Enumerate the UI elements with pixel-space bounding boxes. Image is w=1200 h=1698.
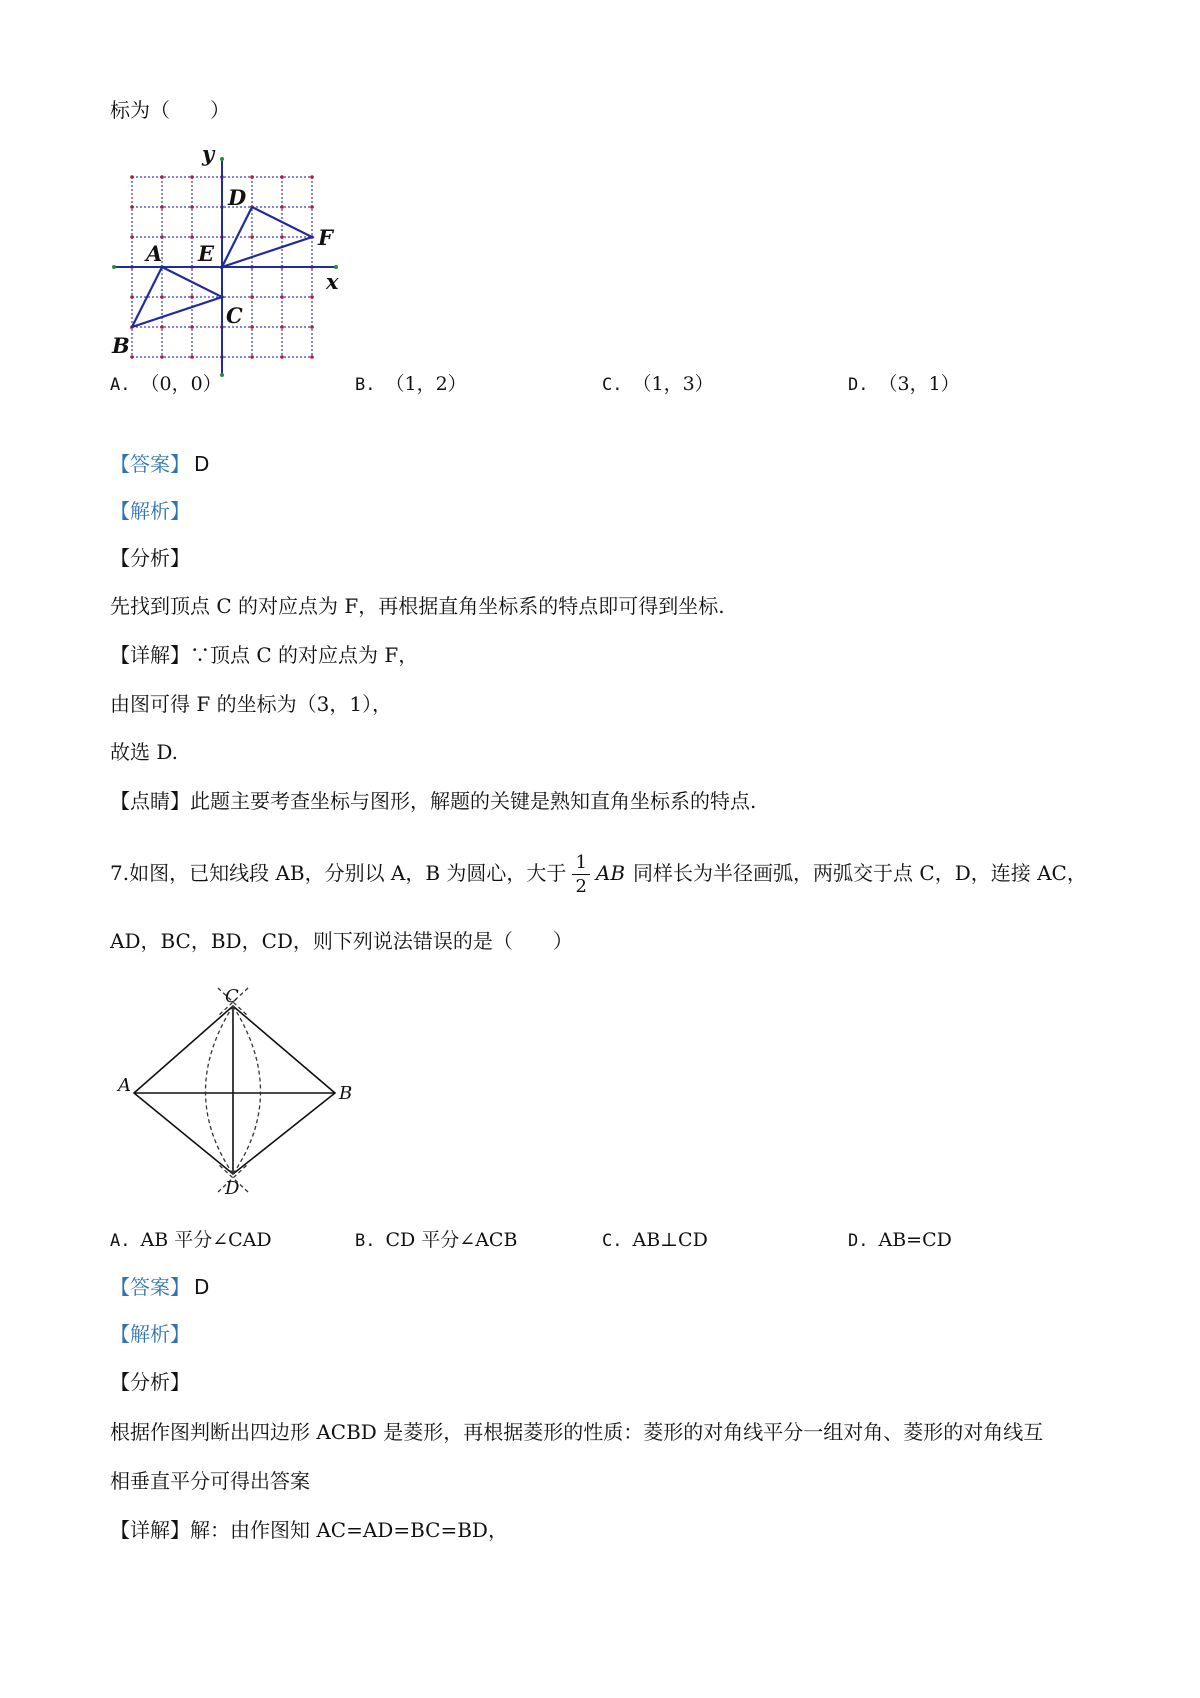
q7-option-a-letter: A. (110, 1231, 131, 1251)
q7-option-b-letter: B. (355, 1231, 376, 1251)
grid-dot (310, 355, 314, 359)
label-b: B (339, 1083, 353, 1104)
q6-option-a-text: （0，0） (140, 373, 222, 395)
label-d: D (228, 185, 247, 210)
q7-option-c[interactable] (602, 1226, 708, 1255)
q6-stem-tail: 标为（ ） (110, 98, 230, 122)
q6-coordinate-figure (100, 130, 339, 358)
q7-answer-line (110, 1273, 209, 1301)
grid-dot (250, 235, 254, 239)
q7-option-c-text: AB⊥CD (632, 1229, 708, 1251)
grid-dot (250, 175, 254, 179)
q6-answer-line (110, 450, 209, 478)
q7-stem-b: 同样长为半径画弧，两弧交于点 C，D，连接 AC， (633, 861, 1087, 885)
grid-dot (130, 295, 134, 299)
q6-answer-tag: 【答案】 (110, 452, 190, 476)
grid-dot (190, 175, 194, 179)
q7-option-d-text: AB=CD (878, 1229, 952, 1251)
q6-option-b[interactable] (355, 370, 467, 399)
grid-dot (280, 235, 284, 239)
grid-dot (160, 235, 164, 239)
grid-dot (190, 205, 194, 209)
q6-fenxi-text: 先找到顶点 C 的对应点为 F，再根据直角坐标系的特点即可得到坐标. (110, 594, 725, 618)
q6-xiangjie-3: 故选 D. (110, 740, 179, 764)
q7-stem-line2: AD，BC，BD，CD，则下列说法错误的是（ ） (110, 929, 573, 953)
grid-dot (190, 325, 194, 329)
label-b: B (112, 333, 130, 358)
q7-stem-a: 7.如图，已知线段 AB，分别以 A，B 为圆心，大于 (110, 861, 567, 885)
q6-xiangjie-tag: 【详解】 (110, 643, 190, 667)
q6-option-d-text: （3，1） (878, 373, 960, 395)
q7-stem-line1 (110, 845, 1087, 901)
q7-rhombus-figure (110, 970, 360, 1200)
label-a: A (146, 241, 163, 266)
grid-dot (190, 355, 194, 359)
grid-dot (310, 175, 314, 179)
grid-dot (280, 355, 284, 359)
grid-dot (250, 355, 254, 359)
q7-fraction (572, 851, 589, 897)
triangle-edf (222, 207, 312, 267)
q7-frac-num: 1 (572, 854, 589, 875)
q7-xiangjie-1: 解：由作图知 AC=AD=BC=BD， (190, 1518, 508, 1542)
axis-x-label: x (326, 269, 339, 294)
q7-fenxi-2: 相垂直平分可得出答案 (110, 1469, 310, 1493)
q7-xiangjie-line (110, 1516, 508, 1544)
q6-option-d-letter: D. (848, 375, 869, 395)
rhombus-acbd (134, 1006, 335, 1174)
grid-dot (130, 235, 134, 239)
label-d: D (225, 1178, 240, 1199)
q6-xiangjie-line (110, 641, 418, 669)
grid-dot (280, 205, 284, 209)
grid-dot (160, 175, 164, 179)
grid-dot (130, 355, 134, 359)
q6-answer-value: D (194, 452, 210, 476)
label-c: C (226, 303, 243, 328)
grid-dot (190, 235, 194, 239)
grid-dot (310, 205, 314, 209)
grid-dot (280, 325, 284, 329)
grid-dot (280, 175, 284, 179)
q6-option-c[interactable] (602, 370, 714, 399)
q7-option-c-letter: C. (602, 1231, 623, 1251)
y-axis-end-dot (220, 157, 224, 161)
q7-xiangjie-tag: 【详解】 (110, 1518, 190, 1542)
grid-dot (130, 175, 134, 179)
q7-option-b[interactable] (355, 1226, 517, 1255)
q6-option-c-text: （1，3） (632, 373, 714, 395)
grid-dot (190, 295, 194, 299)
grid-dot (160, 325, 164, 329)
q7-answer-tag: 【答案】 (110, 1275, 190, 1299)
arc-left (206, 1006, 234, 1174)
q7-fenxi-tag: 【分析】 (110, 1370, 190, 1394)
q6-xiangjie-1: ∵顶点 C 的对应点为 F， (190, 643, 419, 667)
arc-right (233, 1006, 261, 1174)
x-axis-start-dot (112, 265, 116, 269)
axis-y-label: y (202, 141, 215, 166)
grid-dot (160, 355, 164, 359)
q7-frac-den: 2 (575, 875, 587, 897)
q6-fenxi-tag: 【分析】 (110, 546, 190, 570)
q7-answer-value: D (194, 1275, 210, 1299)
q6-dianjing-line (110, 787, 756, 815)
q6-xiangjie-2: 由图可得 F 的坐标为（3，1）， (110, 692, 393, 716)
q6-option-b-text: （1，2） (385, 373, 467, 395)
grid-dot (280, 295, 284, 299)
q6-dianjing-tag: 【点睛】 (110, 789, 190, 813)
q6-option-c-letter: C. (602, 375, 623, 395)
q6-analysis-tag: 【解析】 (110, 499, 190, 523)
grid-dot (310, 325, 314, 329)
q6-option-b-letter: B. (355, 375, 376, 395)
q6-option-d[interactable] (848, 370, 960, 399)
grid-dot (160, 295, 164, 299)
grid-dot (130, 205, 134, 209)
q7-option-d[interactable] (848, 1226, 952, 1255)
label-f: F (318, 225, 333, 250)
q7-option-d-letter: D. (848, 1231, 869, 1251)
label-e: E (198, 241, 215, 266)
grid-dot (250, 325, 254, 329)
q6-option-a[interactable] (110, 370, 222, 399)
q6-dianjing-text: 此题主要考查坐标与图形，解题的关键是熟知直角坐标系的特点. (190, 789, 757, 813)
q7-analysis-tag: 【解析】 (110, 1322, 190, 1346)
grid-dot (250, 295, 254, 299)
q7-option-a-text: AB 平分∠CAD (140, 1229, 272, 1251)
q7-option-a[interactable] (110, 1226, 272, 1255)
q7-frac-var: AB (595, 861, 626, 885)
q6-option-a-letter: A. (110, 375, 131, 395)
grid-dot (310, 295, 314, 299)
grid-dot (160, 205, 164, 209)
q7-fenxi-1: 根据作图判断出四边形 ACBD 是菱形，再根据菱形的性质：菱形的对角线平分一组对角、菱形的对角线互 (110, 1420, 1044, 1444)
label-c: C (225, 986, 239, 1007)
label-a: A (118, 1075, 131, 1096)
q7-option-b-text: CD 平分∠ACB (385, 1229, 518, 1251)
